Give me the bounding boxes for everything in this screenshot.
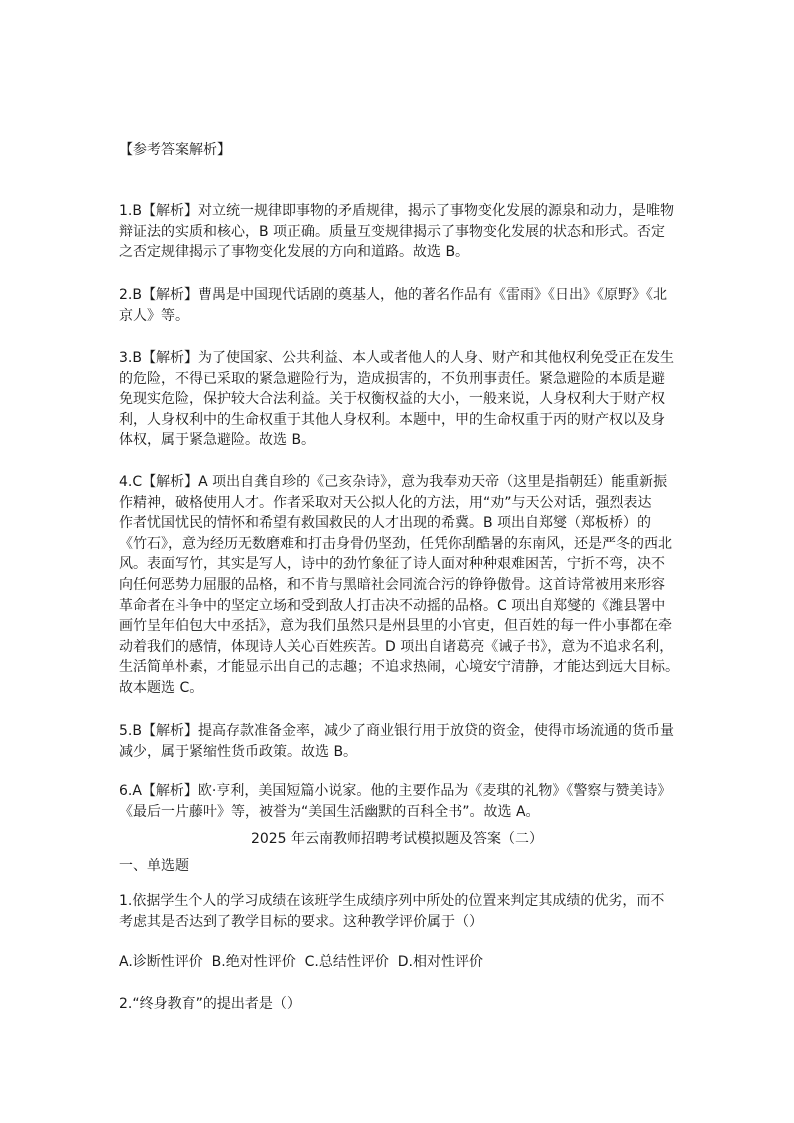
answer-3 bbox=[119, 348, 674, 451]
text-line: 风。表面写竹，其实是写人，诗中的劲竹象征了诗人面对种种艰难困苦，宁折不弯，决不 bbox=[119, 556, 665, 573]
question-1 bbox=[119, 891, 664, 932]
text-line: 之否定规律揭示了事物变化发展的方向和道路。故选 B。 bbox=[119, 244, 470, 261]
answers-heading: 【参考答案解析】 bbox=[119, 142, 231, 158]
text-line: 作精神，破格使用人才。作者采取对天公拟人化的方法，用“劝”与天公对话，强烈表达 bbox=[119, 494, 652, 511]
text-line: 的危险，不得已采取的紧急避险行为，造成损害的，不负刑事责任。紧急避险的本质是避 bbox=[119, 370, 665, 387]
text-line: 向任何恶势力屈服的品格，和不肯与黑暗社会同流合污的铮铮傲骨。这首诗常被用来形容 bbox=[119, 576, 665, 593]
text-line: 生活简单朴素，才能显示出自己的志趣；不追求热闹，心境安宁清静，才能达到远大目标。 bbox=[119, 659, 679, 676]
text-line: 故本题选 C。 bbox=[119, 679, 204, 696]
text-line: 革命者在斗争中的坚定立场和受到敌人打击决不动摇的品格。C 项出自郑燮的《潍县署中 bbox=[119, 597, 666, 614]
exam-title: 2025 年云南教师招聘考试模拟题及答案（二） bbox=[250, 831, 544, 847]
answer-6 bbox=[119, 781, 671, 822]
text-line: 作者忧国忧民的情怀和希望有救国救民的人才出现的希冀。B 项出自郑燮（郑板桥）的 bbox=[119, 515, 652, 532]
answer-4 bbox=[119, 472, 679, 699]
text-line: 免现实危险，保护较大合法利益。关于权衡权益的大小，一般来说，人身权利大于财产权 bbox=[119, 391, 665, 408]
text-line: 画竹呈年伯包大中丞括》，意为我们虽然只是州县里的小官吏，但百姓的每一件小事都在牵 bbox=[119, 618, 672, 635]
text-line: 《竹石》，意为经历无数磨难和打击身骨仍坚劲，任凭你刮酷暑的东南风，还是严冬的西北 bbox=[119, 535, 672, 552]
question-2 bbox=[119, 994, 301, 1015]
text-line: 辩证法的实质和核心，B 项正确。质量互变规律揭示了事物变化发展的状态和形式。否定 bbox=[119, 223, 666, 240]
text-line: 6.A【解析】欧·亨利，美国短篇小说家。他的主要作品为《麦琪的礼物》《警察与赞美诗》 bbox=[119, 783, 672, 799]
text-line: 考虑其是否达到了教学目标的要求。这种教学评价属于（） bbox=[119, 913, 483, 930]
text-line: 体权，属于紧急避险。故选 B。 bbox=[119, 432, 316, 449]
text-line: 2.B【解析】曹禺是中国现代话剧的奠基人，他的著名作品有《雷雨》《日出》《原野》《北 bbox=[119, 287, 667, 303]
text-line: 1.依据学生个人的学习成绩在该班学生成绩序列中所处的位置来判定其成绩的优劣，而不 bbox=[119, 893, 665, 909]
answer-1 bbox=[119, 201, 674, 263]
text-line: 动着我们的感情，体现诗人关心百姓疾苦。D 项出自诸葛亮《诫子书》，意为不追求名利， bbox=[119, 638, 674, 655]
text-line: 4.C【解析】A 项出自龚自珍的《己亥杂诗》，意为我奉劝天帝（这里是指朝廷）能重新振 bbox=[119, 474, 668, 490]
text-line: 减少，属于紧缩性货币政策。故选 B。 bbox=[119, 743, 358, 760]
text-line: 5.B【解析】提高存款准备金率，减少了商业银行用于放贷的资金，使得市场流通的货币量 bbox=[119, 723, 674, 739]
answer-5 bbox=[119, 721, 674, 762]
text-line: 1.B【解析】对立统一规律即事物的矛盾规律，揭示了事物变化发展的源泉和动力，是唯物 bbox=[119, 203, 674, 219]
section-title: 一、单选题 bbox=[119, 858, 189, 874]
text-line: 2.“终身教育”的提出者是（） bbox=[119, 996, 301, 1012]
text-line: 《最后一片藤叶》等，被誉为“美国生活幽默的百科全书”。故选 A。 bbox=[119, 803, 540, 820]
question-1-options: A.诊断性评价 B.绝对性评价 C.总结性评价 D.相对性评价 bbox=[119, 954, 483, 970]
text-line: 3.B【解析】为了使国家、公共利益、本人或者他人的人身、财产和其他权利免受正在发生 bbox=[119, 350, 674, 366]
answer-2 bbox=[119, 285, 667, 326]
text-line: 京人》等。 bbox=[119, 307, 189, 324]
text-line: 利，人身权利中的生命权重于其他人身权利。本题中，甲的生命权重于丙的财产权以及身 bbox=[119, 411, 665, 428]
